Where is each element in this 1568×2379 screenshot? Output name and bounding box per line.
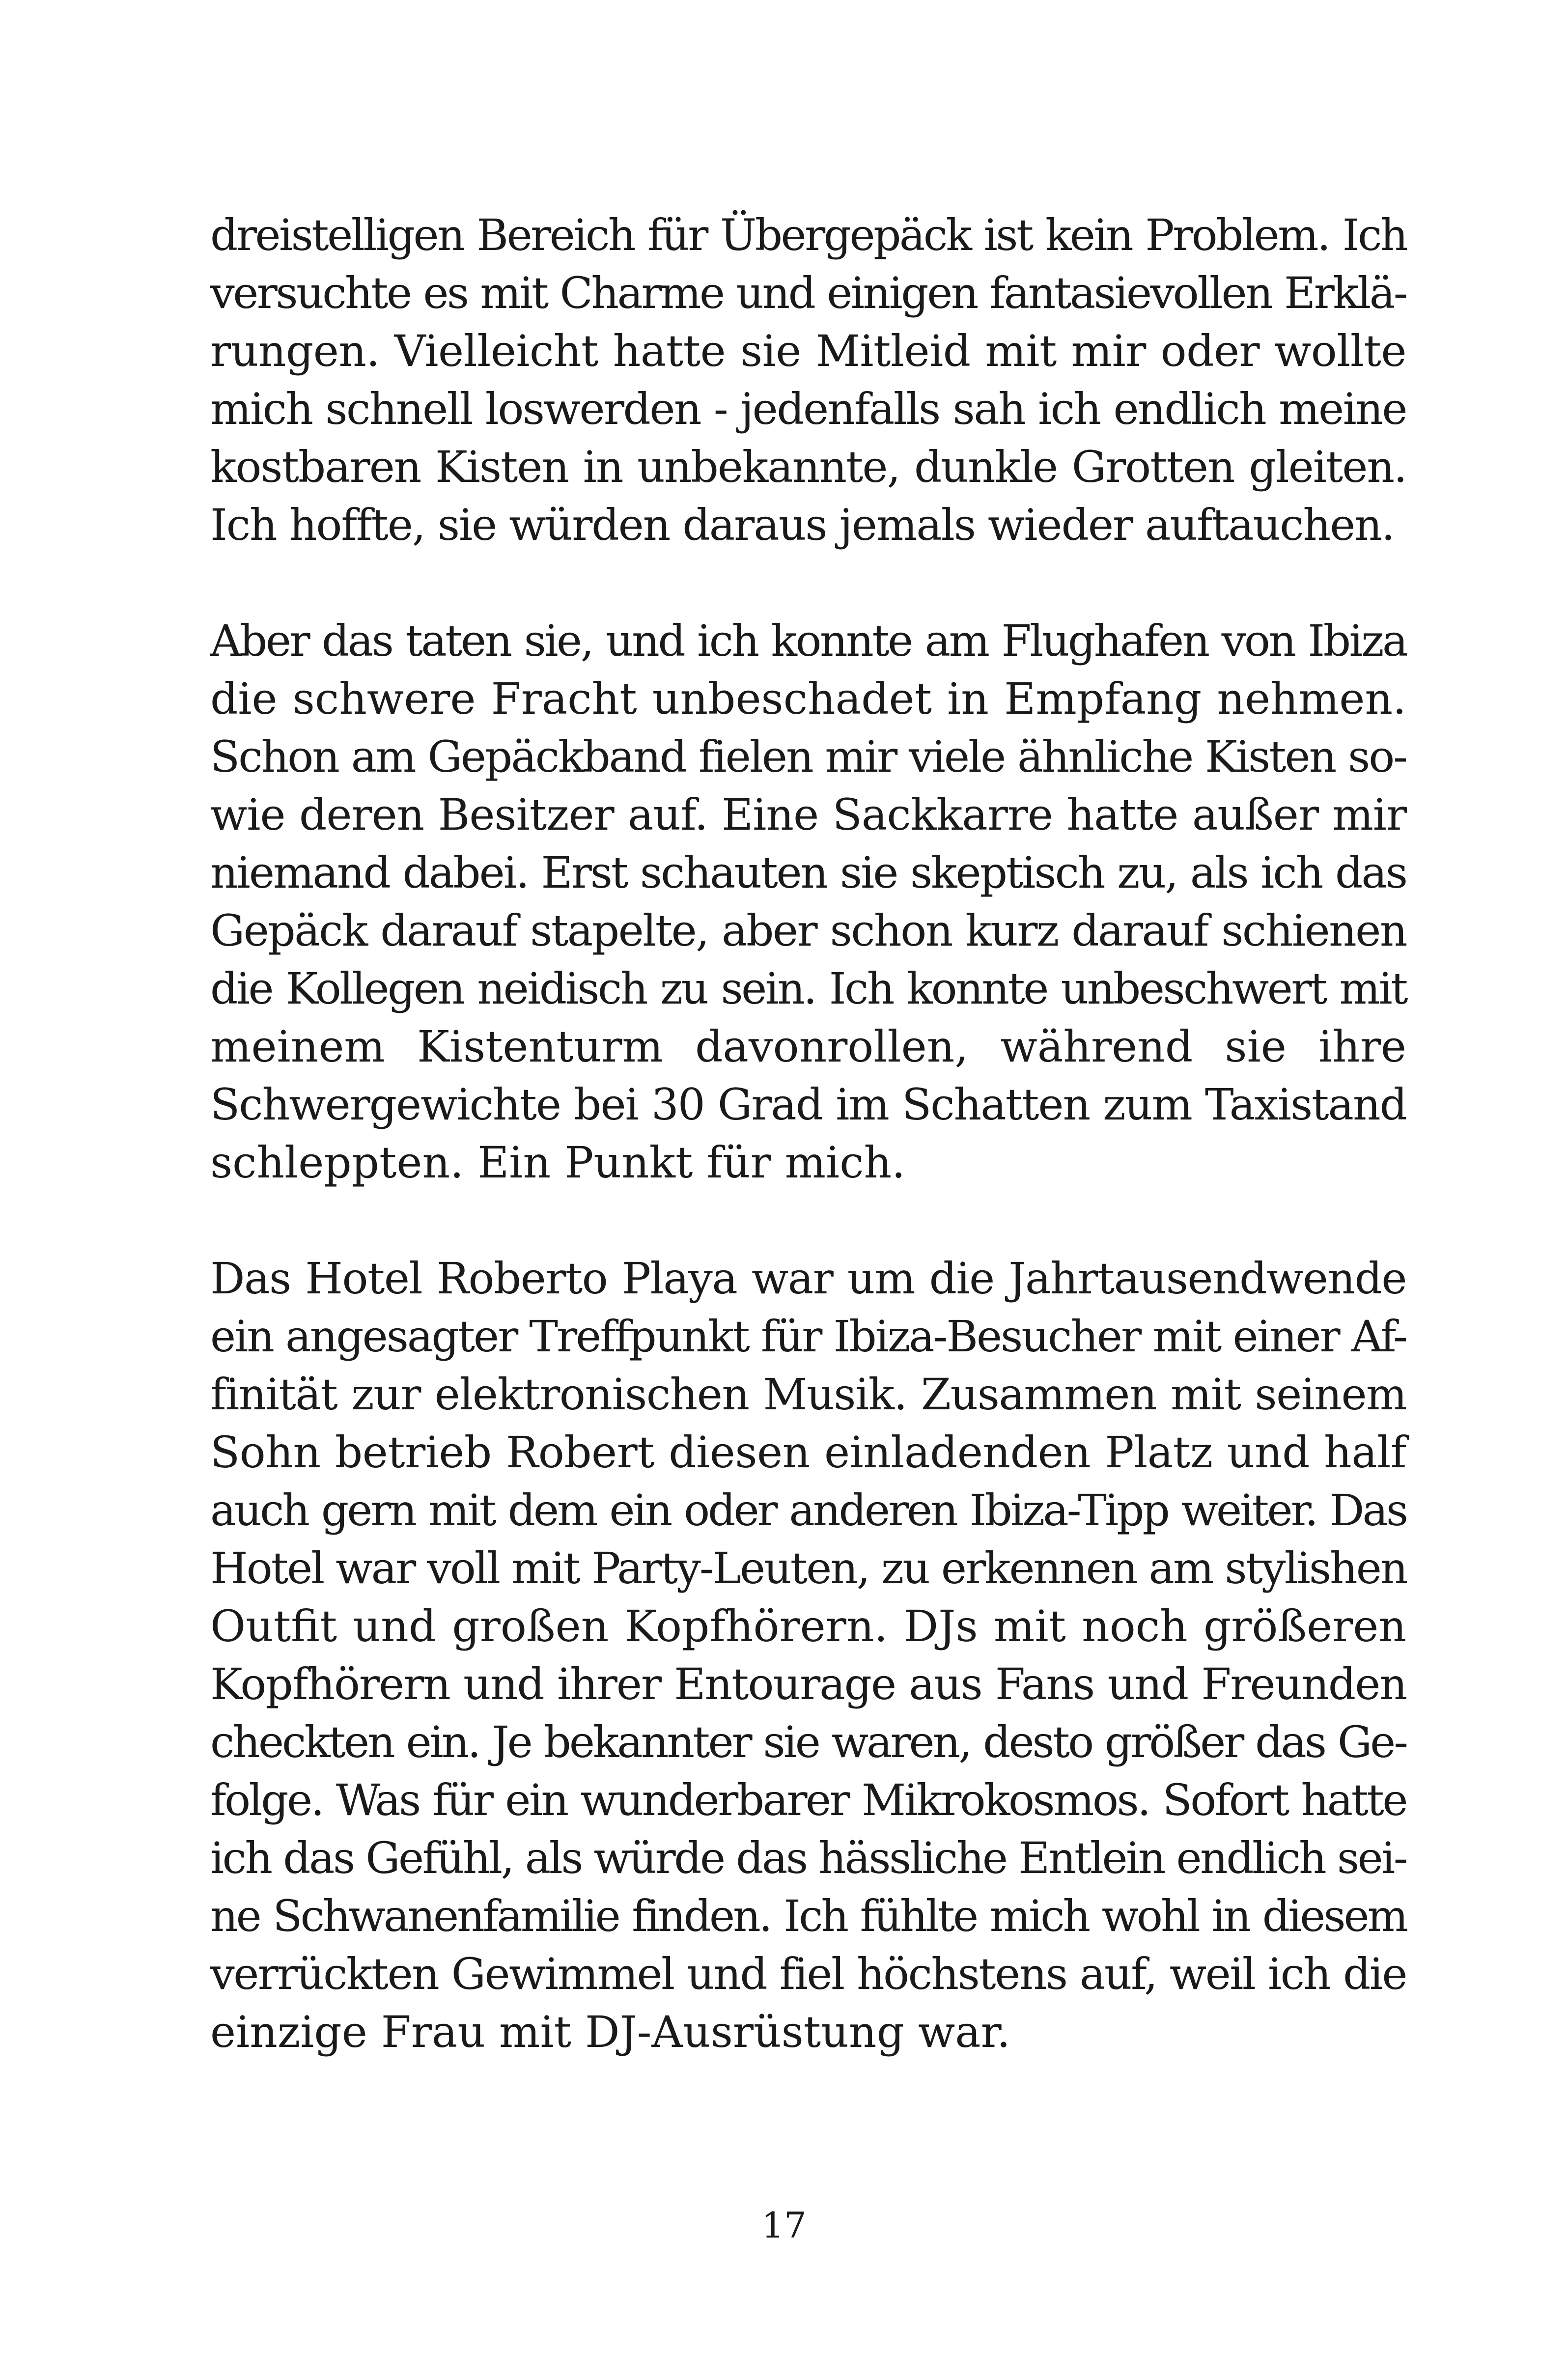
text-line: dreistelligen Bereich für Übergepäck ist kein Problem. Ich xyxy=(210,210,1406,260)
text-line: checkten ein. Je bekannter sie waren, desto größer das Ge- xyxy=(210,1717,1406,1767)
text-line: schleppten. Ein Punkt für mich. xyxy=(210,1137,906,1188)
text-line: Ich hoffte, sie würden daraus jemals wieder auftauchen. xyxy=(210,500,1394,550)
text-line: Schon am Gepäckband fielen mir viele ähnliche Kisten so- xyxy=(210,731,1406,782)
page-number: 17 xyxy=(761,2205,807,2246)
text-line: Outfit und großen Kopfhörern. DJs mit noch größeren xyxy=(210,1601,1406,1651)
text-line: folge. Was für ein wunderbarer Mikrokosmos. Sofort hatte xyxy=(210,1775,1406,1825)
paragraph xyxy=(210,1250,1406,2061)
text-line: Sohn betrieb Robert diesen einladenden Platz und half xyxy=(210,1427,1406,1478)
text-line: mich schnell loswerden - jedenfalls sah ich endlich meine xyxy=(210,384,1406,434)
text-line: wie deren Besitzer auf. Eine Sackkarre hatte außer mir xyxy=(210,789,1406,840)
text-line: rungen. Vielleicht hatte sie Mitleid mit mir oder wollte xyxy=(210,326,1406,376)
text-line: ein angesagter Treffpunkt für Ibiza-Besucher mit einer Af- xyxy=(210,1311,1406,1362)
text-line: meinem Kistenturm davonrollen, während sie ihre xyxy=(210,1021,1406,1072)
text-line: Das Hotel Roberto Playa war um die Jahrtausendwende xyxy=(210,1253,1406,1304)
text-line: ne Schwanenfamilie finden. Ich fühlte mich wohl in diesem xyxy=(210,1891,1406,1941)
text-line: Gepäck darauf stapelte, aber schon kurz darauf schienen xyxy=(210,905,1406,956)
text-line: Aber das taten sie, und ich konnte am Flughafen von Ibiza xyxy=(210,616,1406,666)
paragraph xyxy=(210,206,1406,554)
text-line: versuchte es mit Charme und einigen fantasievollen Erklä- xyxy=(210,268,1406,318)
paragraph-gap xyxy=(210,554,1406,612)
paragraph xyxy=(210,612,1406,1192)
text-line: finität zur elektronischen Musik. Zusammen mit seinem xyxy=(210,1369,1406,1420)
text-line: ich das Gefühl, als würde das hässliche Entlein endlich sei- xyxy=(210,1833,1406,1883)
text-line: die schwere Fracht unbeschadet in Empfang nehmen. xyxy=(210,673,1406,724)
text-line: niemand dabei. Erst schauten sie skeptisch zu, als ich das xyxy=(210,847,1406,898)
text-line: einzige Frau mit DJ-Ausrüstung war. xyxy=(210,2007,1010,2057)
text-line: die Kollegen neidisch zu sein. Ich konnte unbeschwert mit xyxy=(210,963,1406,1014)
text-line: Kopfhörern und ihrer Entourage aus Fans und Freunden xyxy=(210,1659,1406,1709)
text-line: Schwergewichte bei 30 Grad im Schatten zum Taxistand xyxy=(210,1079,1406,1130)
text-line: Hotel war voll mit Party-Leuten, zu erkennen am stylishen xyxy=(210,1543,1407,1594)
text-line: kostbaren Kisten in unbekannte, dunkle Grotten gleiten. xyxy=(210,442,1406,492)
text-line: auch gern mit dem ein oder anderen Ibiza-Tipp weiter. Das xyxy=(210,1485,1406,1536)
paragraph-gap xyxy=(210,1192,1406,1250)
text-line: verrückten Gewimmel und fiel höchstens auf, weil ich die xyxy=(210,1949,1406,1999)
body-text xyxy=(210,206,1406,2061)
